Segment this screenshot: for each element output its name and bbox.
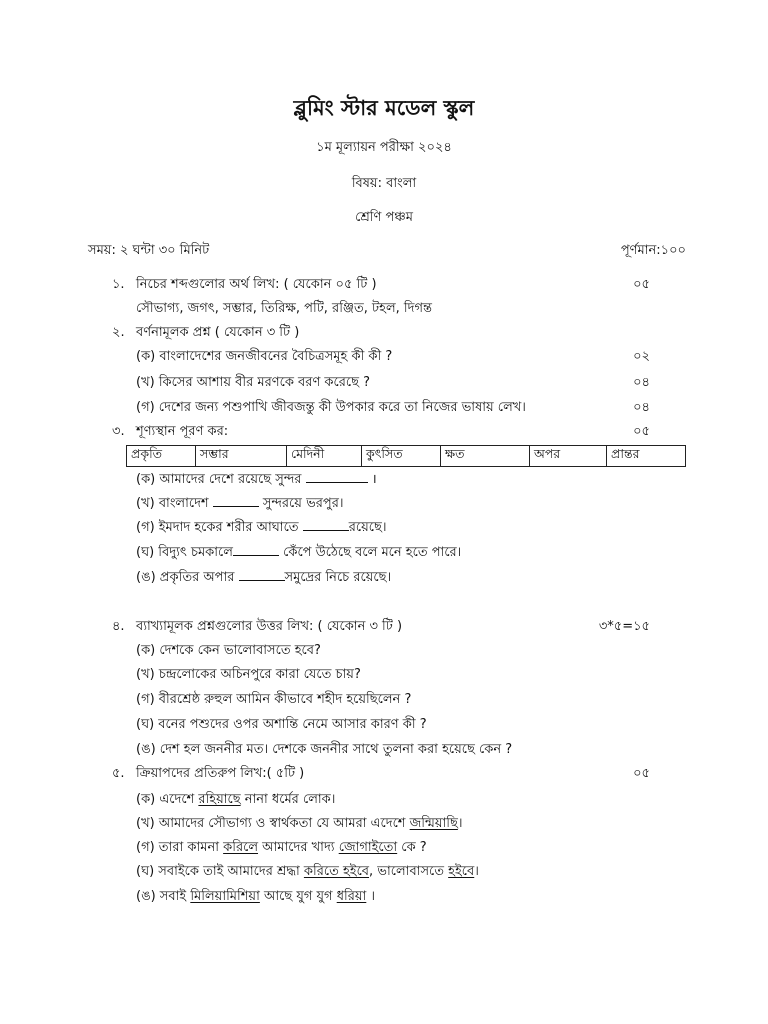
underlined-verb: মিলিয়ামিশিয়া xyxy=(190,889,260,904)
q2-item-marks: ০২ xyxy=(633,349,650,364)
q4-item: (খ) চন্দ্রলোকের অচিনপুরে কারা যেতে চায়? xyxy=(136,667,361,682)
fill-blank xyxy=(303,518,349,531)
q4-item: (ঘ) বনের পশুদের ওপর অশান্তি নেমে আসার কারণ কী ? xyxy=(136,717,427,732)
class-line: শ্রেণি পঞ্চম xyxy=(355,210,413,225)
underlined-verb: জন্মিয়াছি xyxy=(409,816,458,831)
q2-item: (গ) দেশের জন্য পশুপাখি জীবজন্তু কী উপকার করে তা নিজের ভাষায় লেখ। xyxy=(136,400,526,415)
q1-number: ১. xyxy=(112,277,125,292)
q3-item: (ঙ) প্রকৃতির অপার সমুদ্রের নিচে রয়েছে। xyxy=(136,570,392,585)
underlined-verb: করিলে xyxy=(223,840,259,855)
q4-item: (গ) বীরশ্রেষ্ঠ রুহুল আমিন কীভাবে শহীদ হয়েছিলেন ? xyxy=(136,692,412,707)
q3-text: শূণ্যস্থান পূরণ কর: xyxy=(136,424,229,439)
q5-item: (গ) তারা কামনা করিলে আমাদের খাদ্য জোগাইতো কে ? xyxy=(136,840,427,855)
q1-words: সৌভাগ্য, জগৎ, সম্ভার, তিরিক্ষ, পটি, রঞ্জিত, টহল, দিগন্ত xyxy=(136,301,432,316)
q3-marks: ০৫ xyxy=(633,424,650,439)
q2-item-marks: ০৪ xyxy=(633,375,650,390)
full-marks: পূর্ণমান:১০০ xyxy=(620,243,686,258)
q4-item: (ঙ) দেশ হল জননীর মত। দেশকে জননীর সাথে তুলনা করা হয়েছে কেন ? xyxy=(136,742,513,757)
word-cell: কুৎসিত xyxy=(362,446,441,467)
word-cell: প্রকৃতি xyxy=(127,446,196,467)
word-cell: অপর xyxy=(530,446,607,467)
q5-item: (খ) আমাদের সৌভাগ্য ও স্বার্থকতা যে আমরা এদেশে জন্মিয়াছি। xyxy=(136,816,463,831)
q5-item: (ঙ) সবাই মিলিয়ামিশিয়া আছে যুগ যুগ ধরিয়া । xyxy=(136,889,376,904)
q5-item: (ক) এদেশে রহিয়াছে নানা ধর্মের লোক। xyxy=(136,792,336,807)
q4-text: ব্যাখ্যামূলক প্রশ্নগুলোর উত্তর লিখ: ( যেকোন ৩ টি ) xyxy=(136,619,403,634)
time-allowed: সময়: ২ ঘন্টা ৩০ মিনিট xyxy=(88,243,210,258)
q5-text: ক্রিয়াপদের প্রতিরুপ লিখ:( ৫টি ) xyxy=(136,766,305,781)
fill-blank xyxy=(233,543,279,556)
underlined-verb: হইবে xyxy=(448,864,475,879)
q4-item: (ক) দেশকে কেন ভালোবাসতে হবে? xyxy=(136,643,321,658)
q4-marks: ৩*৫=১৫ xyxy=(598,619,650,634)
word-cell: মেদিনী xyxy=(287,446,362,467)
q4-number: ৪. xyxy=(112,619,125,634)
q3-item: (খ) বাংলাদেশ সুন্দরয়ে ভরপুর। xyxy=(136,496,344,511)
q2-text: বর্ণনামূলক প্রশ্ন ( যেকোন ৩ টি ) xyxy=(136,325,300,340)
word-bank-row xyxy=(127,446,686,467)
fill-blank xyxy=(239,568,285,581)
exam-name: ১ম মূল্যায়ন পরীক্ষা ২০২৪ xyxy=(316,140,452,155)
q2-item: (খ) কিসের আশায় বীর মরণকে বরণ করেছে ? xyxy=(136,375,371,390)
school-title: ব্লুমিং স্টার মডেল স্কুল xyxy=(293,96,475,120)
q3-item: (গ) ইমদাদ হকের শরীর আঘাতে রয়েছে। xyxy=(136,520,387,535)
q5-number: ৫. xyxy=(112,766,125,781)
word-cell: প্রান্তর xyxy=(607,446,686,467)
q3-item: (ক) আমাদের দেশে রয়েছে সুন্দর । xyxy=(136,472,377,487)
underlined-verb: রহিয়াছে xyxy=(198,792,241,807)
q2-number: ২. xyxy=(112,325,125,340)
subject-line: বিষয়: বাংলা xyxy=(351,176,417,191)
fill-blank xyxy=(213,494,259,507)
q3-item: (ঘ) বিদ্যুৎ চমকালে কেঁপে উঠেছে বলে মনে হতে পারে। xyxy=(136,545,462,560)
word-cell: ক্ষত xyxy=(441,446,530,467)
word-bank-table xyxy=(126,445,686,467)
q1-text: নিচের শব্দগুলোর অর্থ লিখ: ( যেকোন ০৫ টি ) xyxy=(136,277,377,292)
underlined-verb: করিতে হইবে xyxy=(303,864,370,879)
q3-number: ৩. xyxy=(112,424,125,439)
q2-item-marks: ০৪ xyxy=(633,400,650,415)
q5-marks: ০৫ xyxy=(633,766,650,781)
fill-blank xyxy=(306,470,368,483)
word-cell: সম্ভার xyxy=(196,446,287,467)
q5-item: (ঘ) সবাইকে তাই আমাদের শ্রদ্ধা করিতে হইবে, ভালোবাসতে হইবে। xyxy=(136,864,479,879)
q1-marks: ০৫ xyxy=(633,277,650,292)
underlined-verb: ধরিয়া xyxy=(336,889,367,904)
underlined-verb: জোগাইতো xyxy=(338,840,398,855)
q2-item: (ক) বাংলাদেশের জনজীবনের বৈচিত্রসমূহ কী কী ? xyxy=(136,349,393,364)
